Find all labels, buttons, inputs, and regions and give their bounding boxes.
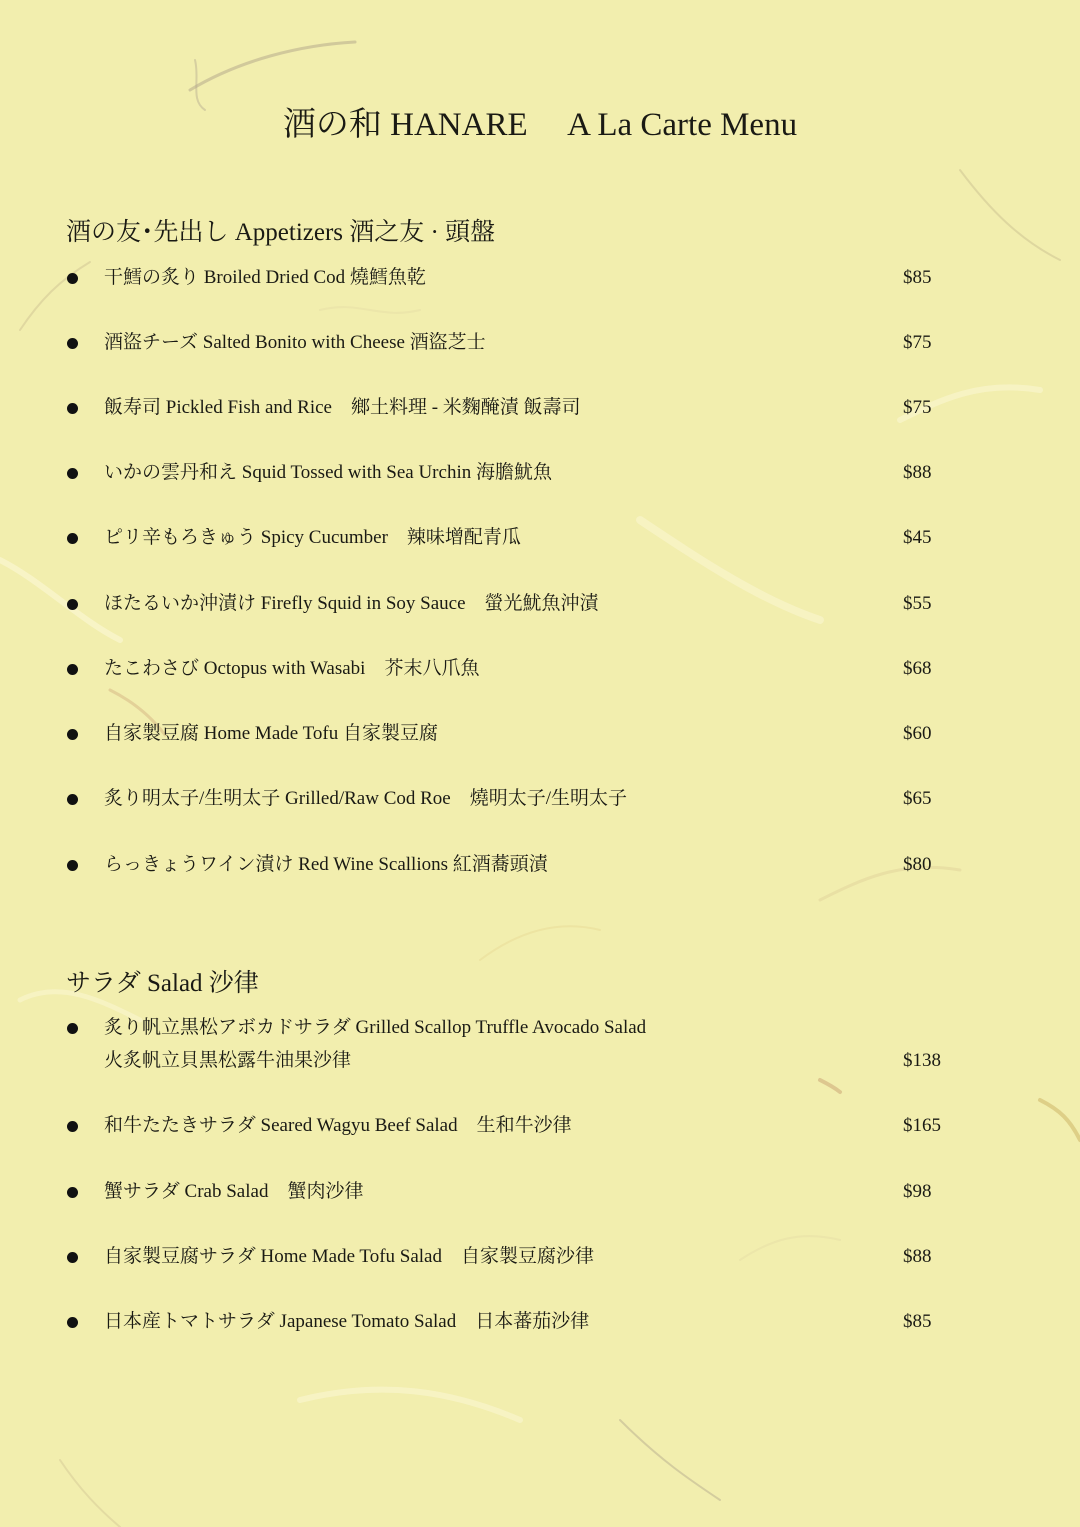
menu-item <box>0 458 1080 488</box>
item-name: 飯寿司 Pickled Fish and Rice 鄉土料理 - 米麴醃漬 飯壽司 <box>104 397 581 418</box>
item-price: $85 <box>903 1311 932 1332</box>
item-price: $75 <box>903 397 932 418</box>
item-price: $80 <box>903 854 932 875</box>
item-name: 炙り帆立黒松アボカドサラダ Grilled Scallop Truffle Avocado Salad <box>104 1017 647 1038</box>
item-name: たこわさび Octopus with Wasabi 芥末八爪魚 <box>104 658 480 679</box>
bullet-icon <box>67 794 78 805</box>
menu-item <box>0 1013 1080 1077</box>
bullet-icon <box>67 468 78 479</box>
item-price: $88 <box>903 462 932 483</box>
bullet-icon <box>67 1023 78 1034</box>
item-price: $98 <box>903 1181 932 1202</box>
menu-item <box>0 1307 1080 1337</box>
item-price: $68 <box>903 658 932 679</box>
bullet-icon <box>67 860 78 871</box>
item-price: $85 <box>903 267 932 288</box>
bullet-icon <box>67 729 78 740</box>
item-price: $55 <box>903 593 932 614</box>
menu-item <box>0 1111 1080 1141</box>
item-name: ピリ辛もろきゅう Spicy Cucumber 辣味增配青瓜 <box>104 527 521 548</box>
menu-item <box>0 850 1080 880</box>
section-heading-salad: サラダ Salad 沙律 <box>66 970 259 997</box>
bullet-icon <box>67 664 78 675</box>
item-name: ほたるいか沖漬け Firefly Squid in Soy Sauce 螢光魷魚沖漬 <box>104 593 599 614</box>
menu-title: 酒の和 HANARE A La Carte Menu <box>282 107 798 143</box>
item-name: 蟹サラダ Crab Salad 蟹肉沙律 <box>104 1181 364 1202</box>
item-name-chinese: 火炙帆立貝黒松露牛油果沙律 <box>104 1050 352 1071</box>
menu-item <box>0 263 1080 293</box>
item-name: 自家製豆腐 Home Made Tofu 自家製豆腐 <box>104 723 438 744</box>
bullet-icon <box>67 403 78 414</box>
item-price: $65 <box>903 788 932 809</box>
item-name: 和牛たたきサラダ Seared Wagyu Beef Salad 生和牛沙律 <box>104 1115 572 1136</box>
item-price: $75 <box>903 332 932 353</box>
item-name: 日本産トマトサラダ Japanese Tomato Salad 日本蕃茄沙律 <box>104 1311 590 1332</box>
menu-item <box>0 719 1080 749</box>
item-name: 干鱈の炙り Broiled Dried Cod 燒鱈魚乾 <box>104 267 426 288</box>
item-price: $45 <box>903 527 932 548</box>
item-price: $88 <box>903 1246 932 1267</box>
bullet-icon <box>67 1121 78 1132</box>
item-name: いかの雲丹和え Squid Tossed with Sea Urchin 海膽魷魚 <box>104 462 552 483</box>
item-name: らっきょうワイン漬け Red Wine Scallions 紅酒蕎頭漬 <box>104 854 548 875</box>
menu-item <box>0 654 1080 684</box>
bullet-icon <box>67 599 78 610</box>
bullet-icon <box>67 1317 78 1328</box>
item-price: $60 <box>903 723 932 744</box>
menu-item <box>0 393 1080 423</box>
item-name: 炙り明太子/生明太子 Grilled/Raw Cod Roe 燒明太子/生明太子 <box>104 788 628 809</box>
bullet-icon <box>67 338 78 349</box>
item-name: 自家製豆腐サラダ Home Made Tofu Salad 自家製豆腐沙律 <box>104 1246 594 1267</box>
bullet-icon <box>67 1187 78 1198</box>
bullet-icon <box>67 1252 78 1263</box>
bullet-icon <box>67 533 78 544</box>
item-price: $138 <box>903 1050 941 1071</box>
menu-item <box>0 589 1080 619</box>
item-name: 酒盜チーズ Salted Bonito with Cheese 酒盜芝士 <box>104 332 486 353</box>
item-price: $165 <box>903 1115 941 1136</box>
menu-item <box>0 328 1080 358</box>
menu-item <box>0 1242 1080 1272</box>
menu-item <box>0 1177 1080 1207</box>
menu-item <box>0 784 1080 814</box>
section-heading-appetizers: 酒の友･先出し Appetizers 酒之友 · 頭盤 <box>66 219 496 246</box>
bullet-icon <box>67 273 78 284</box>
menu-item <box>0 523 1080 553</box>
